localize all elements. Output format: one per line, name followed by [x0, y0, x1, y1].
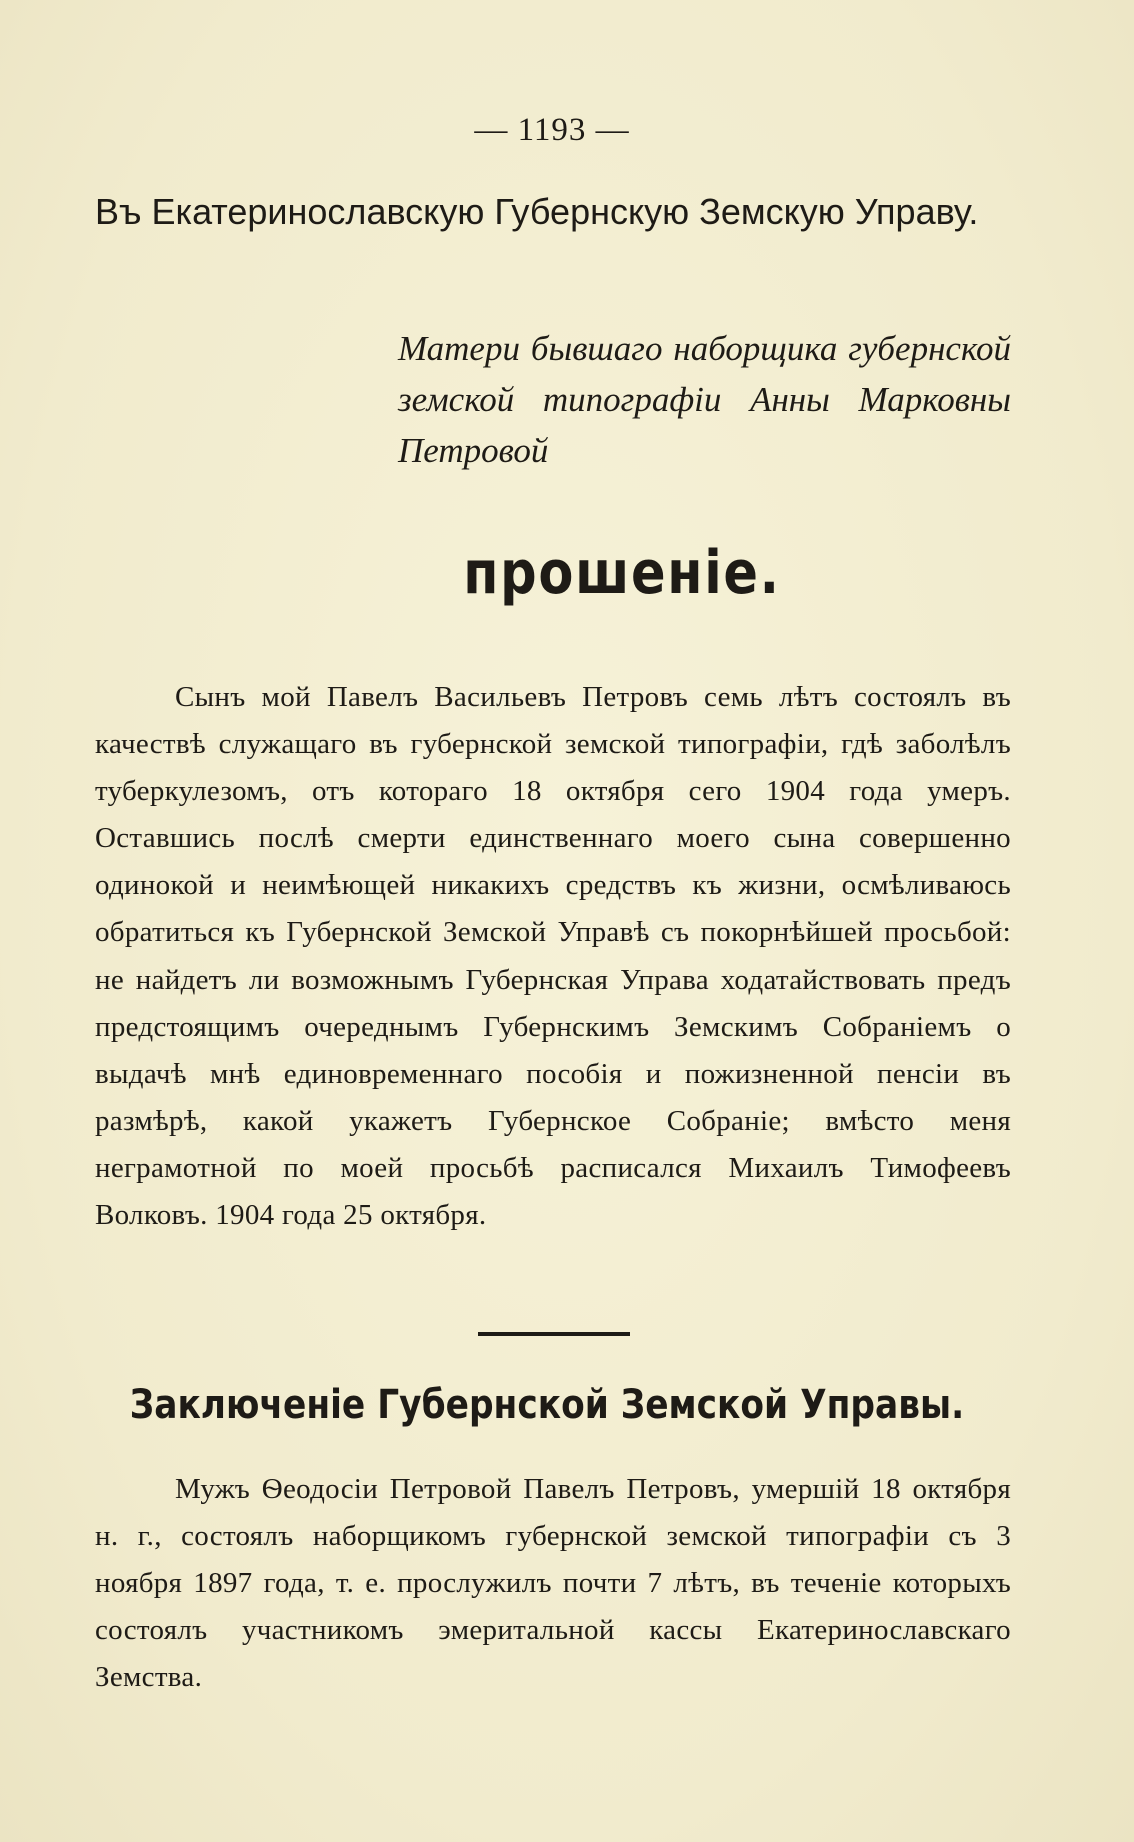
petition-text: Сынъ мой Павелъ Васильевъ Петровъ семь лѣтъ состоялъ въ качествѣ служащаго въ губернской земской типографіи, гдѣ заболѣлъ туберкулезомъ, отъ котораго 18 октября сего 1904 года умеръ. Оставшись послѣ смерти единственнаго моего сына совершенно одинокой и неимѣющей никакихъ средствъ къ жизни, осмѣливаюсь обратиться къ Губернской Земской Управѣ съ покорнѣйшей просьбой: не найдетъ ли возможнымъ Губернская Управа ходатайствовать предъ предстоящимъ очереднымъ Губернскимъ Земскимъ Собраніемъ о выдачѣ мнѣ единовременнаго пособія и пожизненной пенсіи въ размѣрѣ, какой укажетъ Губернское Собраніе; вмѣсто меня неграмотной по моей просьбѣ расписался Михаилъ Тимофеевъ Волковъ. 1904 года 25 октября.: [95, 681, 1011, 1232]
page-number: — 1193 —: [474, 112, 630, 148]
conclusion-paragraph: [95, 1466, 1011, 1701]
sender-line: Матери бывшаго наборщика губернской земской типографіи Анны Марковны Петровой: [398, 329, 1011, 470]
section-divider: [478, 1332, 630, 1336]
conclusion-text: Мужъ Ѳеодосіи Петровой Павелъ Петровъ, умершій 18 октября н. г., состоялъ наборщикомъ губернской земской типографіи съ 3 ноября 1897 года, т. е. прослужилъ почти 7 лѣтъ, въ теченіе которыхъ состоялъ участникомъ эмеритальной кассы Екатеринославскаго Земства.: [95, 1473, 1011, 1694]
section-heading: Заключеніе Губернской Земской Управы.: [129, 1382, 965, 1428]
petition-paragraph: [95, 674, 1011, 1239]
petition-title: прошеніе.: [463, 538, 781, 608]
address-heading: Въ Екатеринославскую Губернскую Земскую Управу.: [95, 191, 979, 232]
